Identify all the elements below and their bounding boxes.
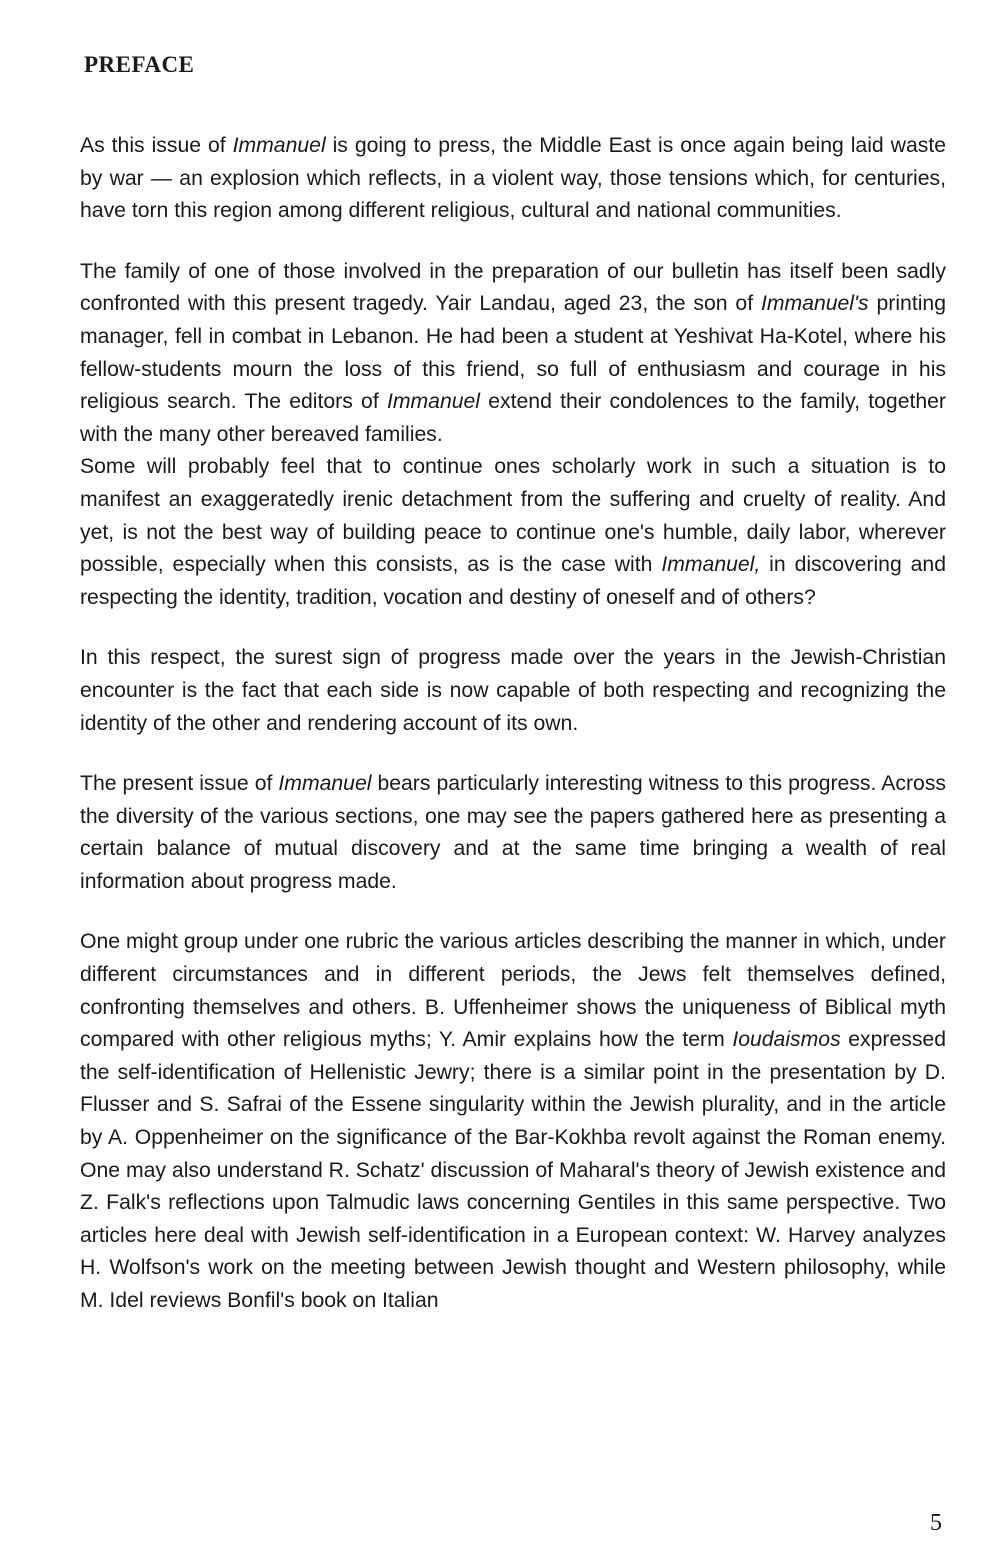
italic-text: Immanuel, xyxy=(661,553,761,577)
page-title: PREFACE xyxy=(84,52,195,77)
text-run: extend their condolences to the family, together with the many other bereaved families. xyxy=(80,390,946,446)
preface-text xyxy=(80,130,946,1318)
text-run: As this issue of xyxy=(80,134,233,157)
text-run: bears particularly interesting witness to this progress. Across the diversity of the various sections, one may see the papers gathered here as presenting a certain balance of mutual discovery and at the same time bringing a wealth of real information about progress made. xyxy=(80,772,946,893)
text-run: printing manager, fell in combat in Lebanon. He had been a student at Yeshivat Ha-Kotel, where his fellow-students mourn the loss of this friend, so full of enthusiasm and courage in his religious search. The editors of xyxy=(80,292,946,414)
text-run: Some will probably feel that to continue ones scholarly work in such a situation is to manifest an exaggeratedly irenic detachment from the suffering and cruelty of reality. And yet, is not the best way of building peace to continue one's humble, daily labor, wherever possible, especially when this consists, as is the case with xyxy=(80,455,946,577)
italic-text: Immanuel xyxy=(386,390,480,414)
page-number: 5 xyxy=(930,1510,942,1536)
paragraph xyxy=(80,130,946,228)
paragraph xyxy=(80,768,946,898)
paragraph xyxy=(80,642,946,740)
italic-text: Ioudaismos xyxy=(732,1028,841,1052)
text-run: expressed the self-identification of Hellenistic Jewry; there is a similar point in the presentation by D. Flusser and S. Safrai of the Essene singularity within the Jewish plurality, and in the article by A. Oppenheimer on the significance of the Bar-Kokhba revolt against the Roman enemy. One may also understand R. Schatz' discussion of Maharal's theory of Jewish existence and Z. Falk's reflections upon Talmudic laws concerning Gentiles in this same perspective. Two articles here deal with Jewish self-identification in a European context: W. Harvey analyzes H. Wolfson's work on the meeting between Jewish thought and Western philosophy, while M. Idel reviews Bonfil's book on Italian xyxy=(80,1028,946,1312)
italic-text: Immanuel xyxy=(232,134,326,157)
text-run: is going to press, the Middle East is once again being laid waste by war — an explosion which reflects, in a violent way, those tensions which, for centuries, have torn this region among different religious, cultural and national communities. xyxy=(80,134,946,223)
italic-text: Immanuel xyxy=(278,772,372,796)
text-run: The family of one of those involved in the preparation of our bulletin has itself been sadly confronted with this present tragedy. Yair Landau, aged 23, the son of xyxy=(80,259,946,316)
page-body xyxy=(80,40,946,1318)
text-run: in discovering and respecting the identity, tradition, vocation and destiny of oneself and of others? xyxy=(80,553,946,609)
paragraph xyxy=(80,926,946,1317)
italic-text: Immanuel's xyxy=(760,292,869,316)
text-run: The present issue of xyxy=(80,772,279,796)
text-run: One might group under one rubric the various articles describing the manner in which, under different circumstances and in different periods, the Jews felt themselves defined, confronting themselves and others. B. Uffenheimer shows the uniqueness of Biblical myth compared with other religious myths; Y. Amir explains how the term xyxy=(80,930,946,1052)
paragraph xyxy=(80,256,946,452)
paragraph xyxy=(80,451,946,614)
text-run: In this respect, the surest sign of progress made over the years in the Jewish-Christian encounter is the fact that each side is now capable of both respecting and recognizing the identity of the other and rendering account of its own. xyxy=(80,646,946,735)
